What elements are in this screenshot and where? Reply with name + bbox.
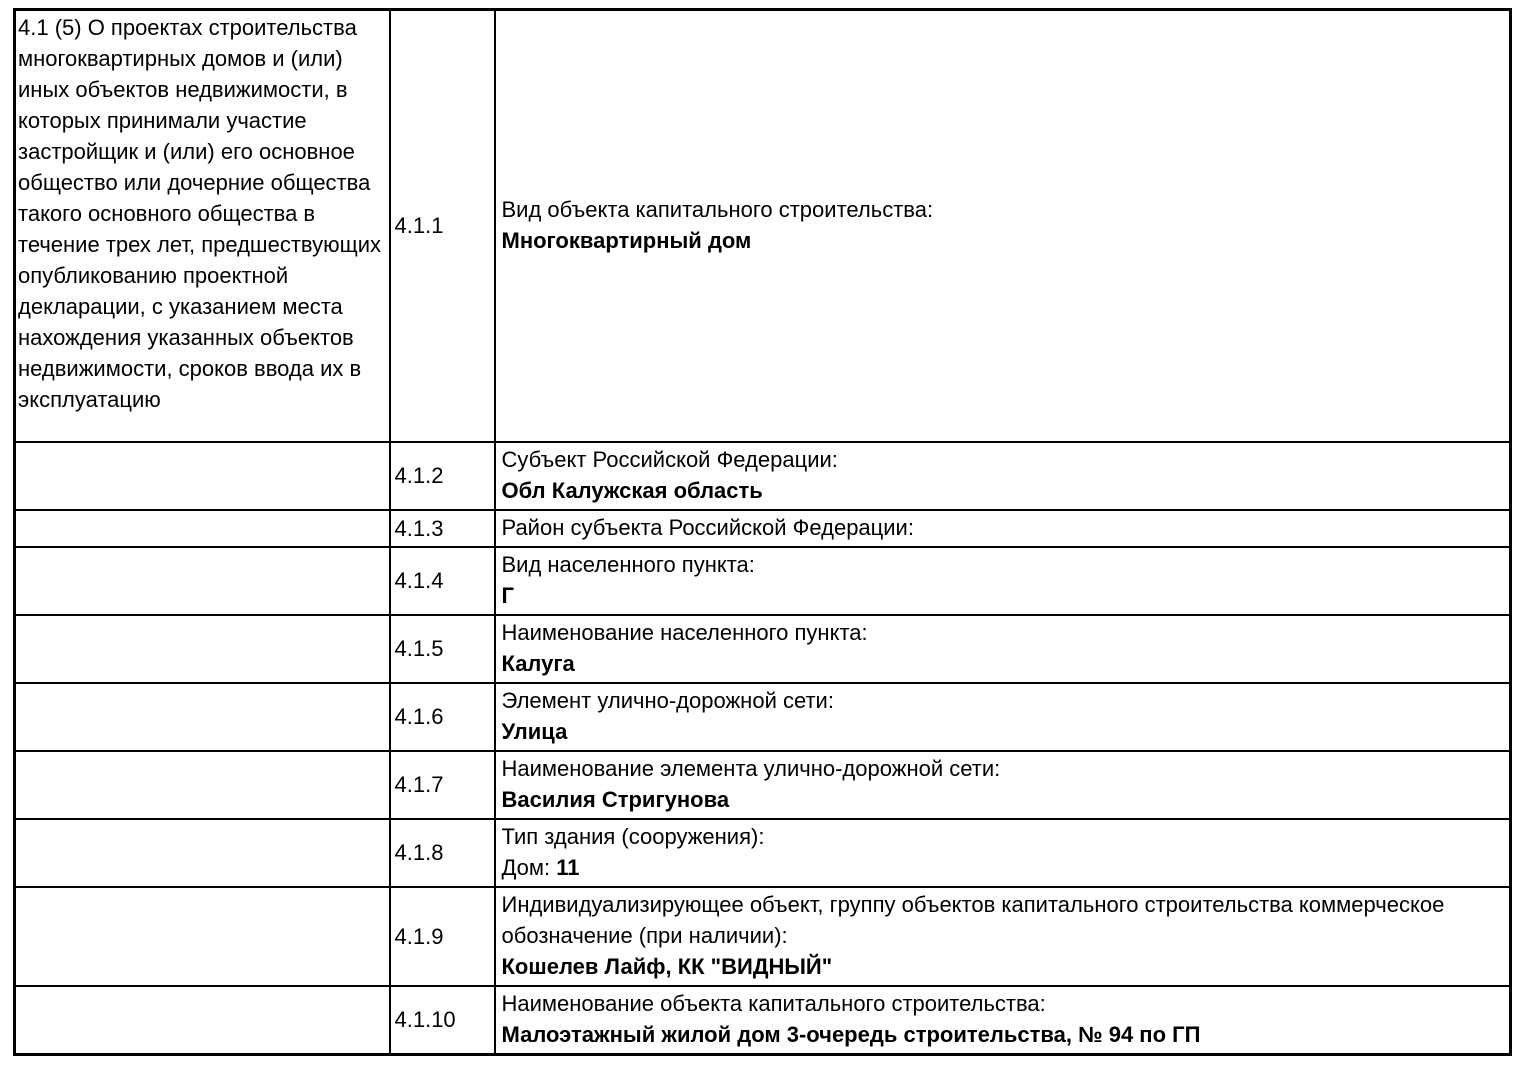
- field-label: Субъект Российской Федерации:: [501, 446, 838, 472]
- field-value: [502, 716, 1504, 747]
- field-value: [502, 475, 1504, 506]
- row-content-cell: [495, 819, 1511, 887]
- field-value-text: Обл Калужская область: [501, 477, 763, 503]
- section-description-cell: [15, 986, 390, 1055]
- row-content-cell: [495, 751, 1511, 819]
- field-value-text: Многоквартирный дом: [501, 227, 752, 253]
- field-label: Элемент улично-дорожной сети:: [501, 687, 834, 713]
- row-number: 4.1.3: [390, 510, 495, 547]
- field-value-text: Г: [501, 582, 514, 608]
- row-content-cell: [495, 510, 1511, 547]
- section-description-cell: [15, 547, 390, 615]
- field-label: Наименование элемента улично-дорожной сети:: [501, 755, 1001, 781]
- field-value: [502, 648, 1504, 679]
- row-number: 4.1.7: [390, 751, 495, 819]
- row-number: 4.1.5: [390, 615, 495, 683]
- row-number: 4.1.6: [390, 683, 495, 751]
- field-label: Индивидуализирующее объект, группу объектов капитального строительства коммерческое обозначение (при наличии):: [501, 891, 1445, 948]
- row-number: 4.1.10: [390, 986, 495, 1055]
- field-value: [502, 951, 1504, 982]
- section-description-cell: [15, 615, 390, 683]
- section-description-cell: [15, 510, 390, 547]
- row-content-cell: [495, 887, 1511, 986]
- row-content-cell: [495, 986, 1511, 1055]
- row-content-cell: [495, 442, 1511, 510]
- section-description-cell: [15, 887, 390, 986]
- field-label: Тип здания (сооружения):: [501, 823, 765, 849]
- field-value: [502, 852, 1504, 883]
- table-row: [15, 10, 1511, 442]
- row-number: 4.1.8: [390, 819, 495, 887]
- row-number: 4.1.1: [390, 10, 495, 442]
- field-value: [502, 580, 1504, 611]
- field-value-text: Калуга: [501, 650, 575, 676]
- project-declaration-table: [13, 8, 1512, 1056]
- section-description-cell: [15, 442, 390, 510]
- field-value-text: Кошелев Лайф, КК "ВИДНЫЙ": [501, 953, 833, 979]
- section-description: 4.1 (5) О проектах строительства многоквартирных домов и (или) иных объектов недвижимости, в которых принимали участие застройщик и (или) его основное общество или дочерние общества такого основного общества в течение трех лет, предшествующих опубликованию проектной декларации, с указанием места нахождения указанных объектов недвижимости, сроков ввода их в эксплуатацию: [18, 15, 381, 412]
- row-content-cell: [495, 547, 1511, 615]
- table-row: [15, 819, 1511, 887]
- field-value-prefix: Дом:: [501, 854, 557, 880]
- field-label: Наименование объекта капитального строительства:: [501, 990, 1046, 1016]
- table-row: [15, 986, 1511, 1055]
- table-row: [15, 510, 1511, 547]
- table-row: [15, 442, 1511, 510]
- table-row: [15, 547, 1511, 615]
- field-value: [502, 225, 1504, 256]
- row-number: 4.1.2: [390, 442, 495, 510]
- table-row: [15, 751, 1511, 819]
- section-description-cell: [15, 10, 390, 442]
- row-number: 4.1.4: [390, 547, 495, 615]
- field-value: [502, 784, 1504, 815]
- field-label: Район субъекта Российской Федерации:: [501, 514, 914, 540]
- table-row: [15, 683, 1511, 751]
- table-row: [15, 887, 1511, 986]
- field-value-text: Улица: [501, 718, 568, 744]
- section-description-cell: [15, 819, 390, 887]
- table-row: [15, 615, 1511, 683]
- field-value: [502, 1019, 1504, 1050]
- section-description-cell: [15, 751, 390, 819]
- row-content-cell: [495, 10, 1511, 442]
- field-value-text: Малоэтажный жилой дом 3-очередь строительства, № 94 по ГП: [501, 1021, 1201, 1047]
- row-content-cell: [495, 615, 1511, 683]
- declaration-table-body: [15, 10, 1511, 1055]
- field-value-text: 11: [556, 854, 580, 880]
- section-description-cell: [15, 683, 390, 751]
- field-label: Наименование населенного пункта:: [501, 619, 868, 645]
- field-label: Вид объекта капитального строительства:: [501, 196, 934, 222]
- field-label: Вид населенного пункта:: [501, 551, 755, 577]
- row-number: 4.1.9: [390, 887, 495, 986]
- field-value-text: Василия Стригунова: [501, 786, 730, 812]
- row-content-cell: [495, 683, 1511, 751]
